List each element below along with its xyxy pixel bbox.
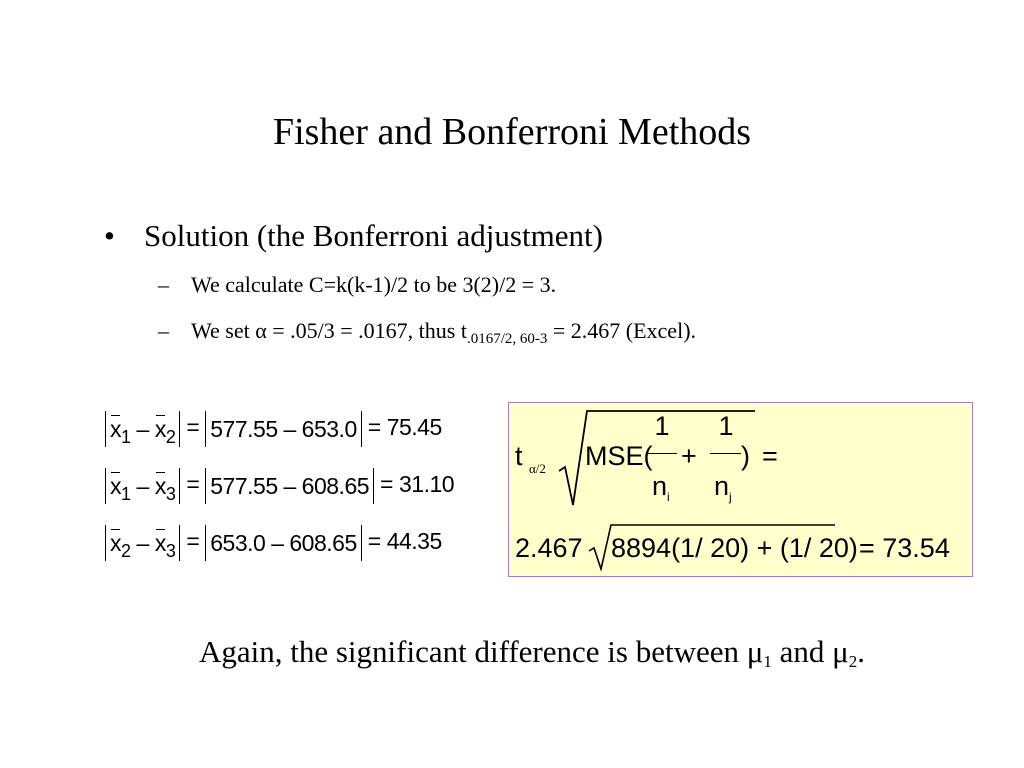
sub-bullet-text-post: = 2.467 (Excel).	[547, 318, 697, 343]
equals-sign: =	[186, 471, 200, 497]
bullet-marker: •	[104, 218, 115, 253]
bonferroni-result: = 73.54	[859, 533, 950, 563]
sub-bullet-text-pre: We set α = .05/3 = .0167, thus t	[191, 318, 467, 343]
mu-subscript-1: 1	[763, 652, 772, 671]
bullet-text: Solution (the Bonferroni adjustment)	[144, 218, 603, 253]
abs-mean-diff	[105, 468, 180, 504]
subscript: 2	[121, 540, 131, 561]
subscript-j: j	[729, 490, 732, 504]
conclusion-text	[0, 634, 1024, 672]
conclusion-mid: and μ	[771, 634, 849, 669]
abs-value-diff: 653.0 – 608.65	[205, 525, 361, 561]
close-paren: )	[741, 441, 750, 471]
minus-sign: –	[136, 529, 149, 556]
fraction-bar	[646, 453, 677, 454]
t-statistic: t	[515, 441, 523, 471]
mu-subscript-2: 2	[848, 652, 858, 671]
mean-symbol: x	[155, 525, 166, 561]
subscript: 1	[121, 426, 131, 447]
denominator-nj	[714, 471, 732, 504]
difference-result: 44.35	[386, 528, 442, 554]
minus-sign: –	[136, 472, 149, 499]
numerator: 1	[654, 411, 670, 441]
mean-symbol: x	[155, 411, 166, 447]
difference-row	[105, 407, 454, 447]
plus-sign: +	[681, 441, 697, 471]
t-subscript-alpha: α/2	[529, 461, 546, 476]
subscript: 3	[165, 483, 176, 504]
sub-bullet-alpha	[158, 318, 696, 348]
equals-sign: =	[186, 414, 200, 440]
fraction-1-over-nj	[712, 411, 740, 443]
difference-result: 31.10	[398, 471, 455, 497]
abs-mean-diff	[105, 411, 180, 447]
slide-title: Fisher and Bonferroni Methods	[272, 111, 752, 153]
mean-symbol: x	[110, 468, 121, 504]
difference-row	[105, 521, 454, 561]
conclusion-post: .	[857, 634, 865, 669]
subscript: 2	[165, 426, 176, 447]
sub-bullet-calculate	[158, 272, 556, 298]
equals-sign: =	[186, 528, 200, 554]
abs-mean-diff	[105, 525, 180, 561]
bonferroni-formula-box	[508, 402, 973, 577]
equals-sign: =	[762, 441, 778, 471]
numerator: 1	[718, 411, 734, 441]
mean-symbol: x	[110, 411, 121, 447]
conclusion-pre: Again, the significant difference is between μ	[198, 634, 764, 669]
minus-sign: –	[136, 415, 149, 442]
abs-value-diff: 577.55 – 653.0	[205, 411, 361, 447]
mean-symbol: x	[155, 468, 166, 504]
abs-value-diff: 577.55 – 608.65	[205, 468, 374, 504]
sub-bullet-marker: –	[158, 272, 169, 297]
n-symbol: n	[652, 471, 668, 501]
equals-sign: =	[367, 528, 381, 554]
difference-result: 75.45	[386, 414, 442, 440]
subscript-i: i	[667, 490, 670, 504]
mean-symbol: x	[110, 525, 121, 561]
mse-label: MSE(	[585, 441, 653, 471]
bullet-solution	[104, 218, 603, 254]
subscript: 1	[121, 483, 131, 504]
denominator-ni	[652, 471, 670, 504]
root-argument: 8894(1/ 20) + (1/ 20)	[611, 533, 858, 563]
sub-bullet-text: We calculate C=k(k-1)/2 to be 3(2)/2 = 3.	[191, 272, 557, 297]
sub-bullet-marker: –	[158, 318, 169, 343]
fraction-bar	[710, 453, 741, 454]
subscript: 3	[165, 540, 176, 561]
fraction-1-over-ni	[648, 411, 676, 443]
difference-row	[105, 464, 454, 504]
critical-value: 2.467	[515, 533, 583, 563]
equals-sign: =	[380, 471, 393, 497]
t-subscript: .0167/2, 60-3	[466, 331, 548, 347]
equals-sign: =	[367, 414, 381, 440]
n-symbol: n	[714, 471, 730, 501]
difference-equations	[105, 407, 454, 578]
